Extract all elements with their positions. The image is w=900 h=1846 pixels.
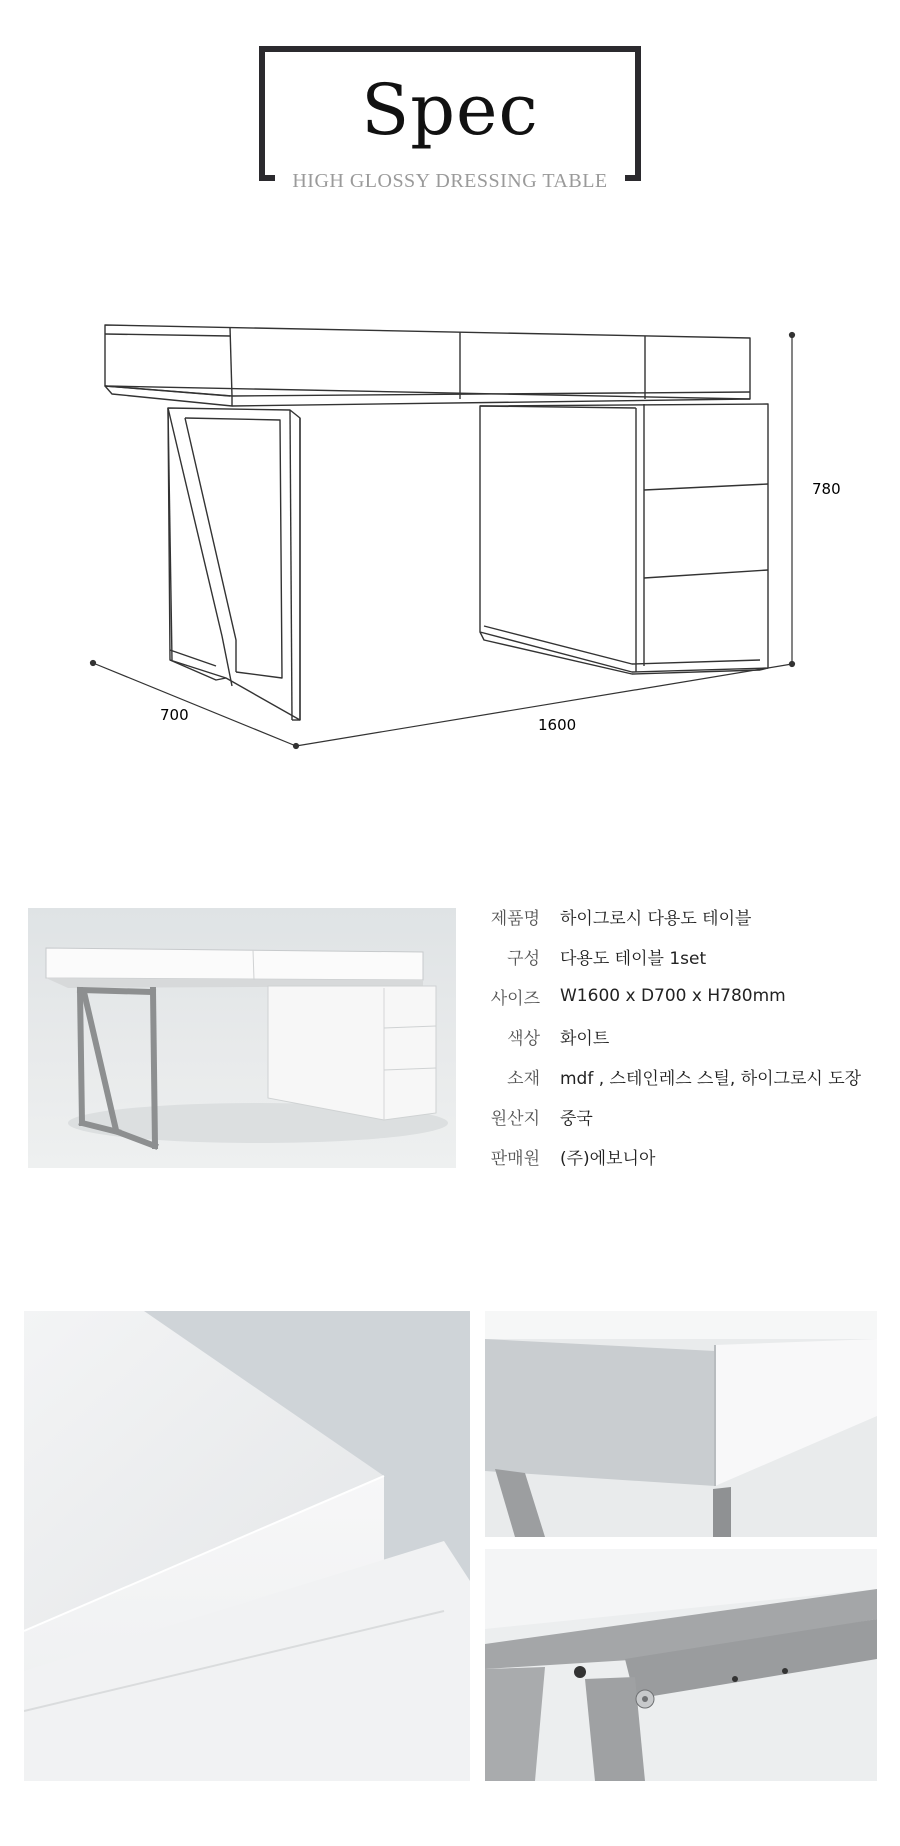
spec-row-material (468, 1056, 900, 1096)
spec-label: 사이즈 (490, 988, 540, 1009)
detail-photo-corner (24, 1311, 470, 1781)
spec-title-box (259, 46, 641, 192)
dimension-drawing (0, 300, 900, 770)
spec-value: 하이그로시 다용도 테이블 (560, 908, 752, 929)
detail-photo-frame-illustration (485, 1549, 877, 1781)
detail-photo-drawer-illustration (485, 1311, 877, 1537)
spec-row-seller (468, 1136, 900, 1176)
spec-value: W1600 x D700 x H780mm (560, 986, 786, 1006)
page-title: Spec (361, 69, 539, 151)
product-photo (28, 908, 456, 1168)
spec-label: 구성 (507, 948, 540, 969)
detail-photo-frame (485, 1549, 877, 1781)
spec-value: mdf , 스테인레스 스틸, 하이그로시 도장 (560, 1068, 862, 1089)
desk-right-cabinet (480, 404, 768, 674)
product-photo-illustration (28, 908, 456, 1168)
spec-label: 원산지 (490, 1108, 540, 1129)
spec-row-color (468, 1016, 900, 1056)
desk-top-drawer-box (105, 325, 750, 406)
detail-photo-corner-illustration (24, 1311, 470, 1781)
spec-label: 제품명 (490, 908, 540, 929)
spec-row-product-name (468, 896, 900, 936)
spec-value: 화이트 (560, 1028, 610, 1049)
width-label: 1600 (538, 716, 577, 734)
title-box-corner-right (625, 175, 641, 181)
desk-left-leg (168, 408, 300, 720)
spec-label: 판매원 (490, 1148, 540, 1169)
depth-label: 700 (160, 706, 189, 724)
spec-table (468, 896, 900, 1176)
detail-photo-drawer (485, 1311, 877, 1537)
spec-row-composition (468, 936, 900, 976)
title-box-corner-left (259, 175, 275, 181)
spec-row-origin (468, 1096, 900, 1136)
spec-value: (주)에보니아 (560, 1148, 656, 1169)
spec-row-size (468, 976, 900, 1016)
spec-label: 색상 (507, 1028, 540, 1049)
page-subtitle: HIGH GLOSSY DRESSING TABLE (292, 170, 608, 192)
height-label: 780 (812, 480, 841, 498)
spec-label: 소재 (507, 1068, 540, 1089)
spec-value: 중국 (560, 1108, 593, 1129)
spec-value: 다용도 테이블 1set (560, 948, 707, 969)
